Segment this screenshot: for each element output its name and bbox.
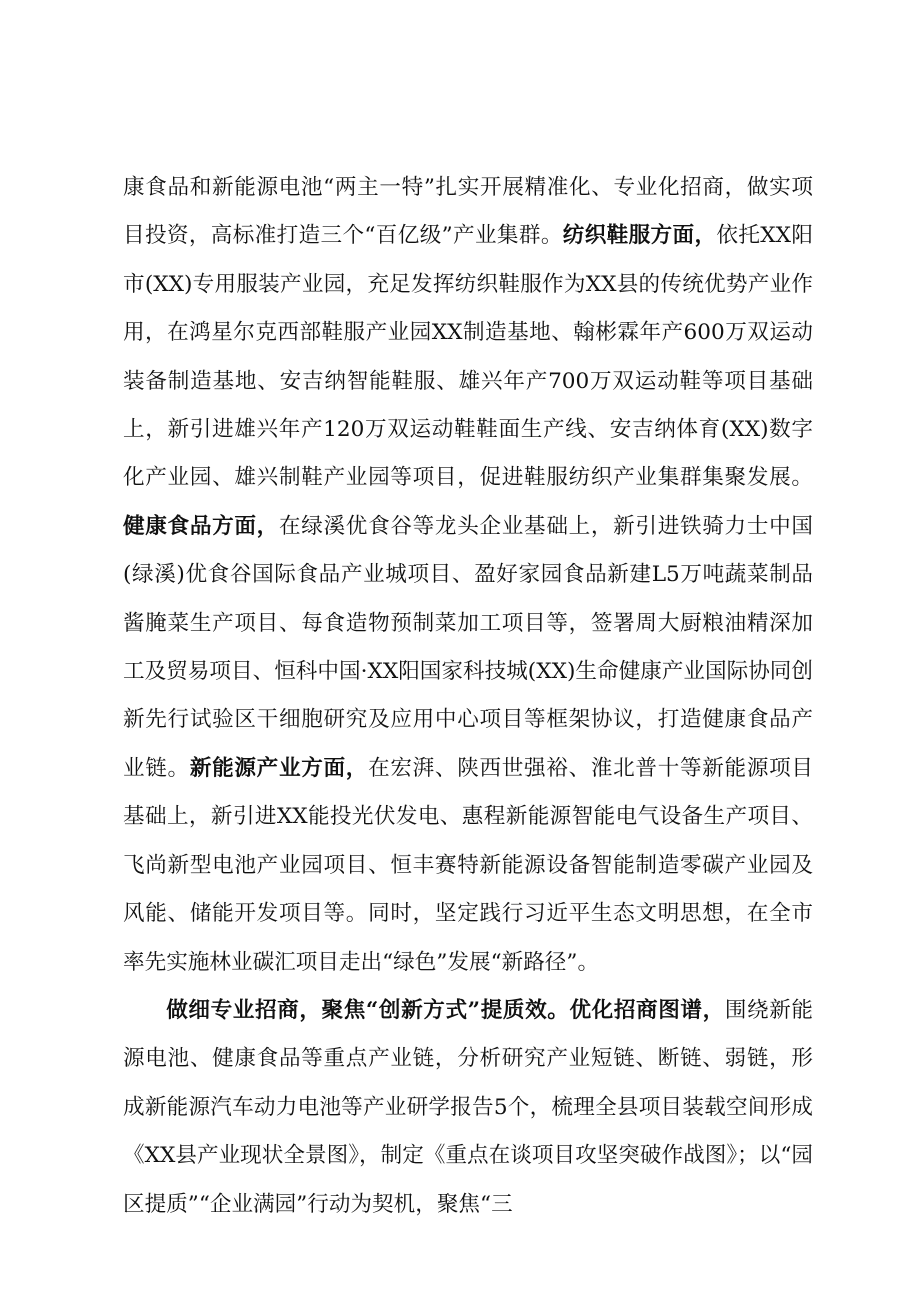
food-section-heading: 健康食品方面， [123,513,279,539]
investment-section-heading: 做细专业招商，聚焦“创新方式”提质效。 [166,997,570,1023]
investment-section-text: 围绕新能源电池、健康食品等重点产业链，分析研究产业短链、断链、弱链，形成新能源汽车动力电池等产业研学报告5个，梳理全县项目装载空间形成《XX县产业现状全景图》，制定《重点在谈项目攻坚突破作战图》；以“园区提质”“企业满园”行动为契机，聚焦“三 [123,997,813,1217]
energy-section-text: 在宏湃、陕西世强裕、淮北普十等新能源项目基础上，新引进XX能投光伏发电、惠程新能源智能电气设备生产项目、飞尚新型电池产业园项目、恒丰赛特新能源设备智能制造零碳产业园及风能、储能开发项目等。同时，坚定践行习近平生态文明思想，在全市率先实施林业碳汇项目走出“绿色”发展“新路径”。 [123,755,813,975]
textile-section-heading: 纺织鞋服方面， [562,223,717,249]
paragraph-intro-text: 康食品和新能源电池“两主一特”扎实开展精准化、专业化招商，做实项目投资，高标准打造三个“百亿级”产业集群。 [123,175,813,249]
textile-section-text: 依托XX阳市(XX)专用服装产业园，充足发挥纺织鞋服作为XX县的传统优势产业作用，在鸿星尔克西部鞋服产业园XX制造基地、翰彬霖年产600万双运动装备制造基地、安吉纳智能鞋服、雄兴年产700万双运动鞋等项目基础上，新引进雄兴年产120万双运动鞋鞋面生产线、安吉纳体育(XX)数字化产业园、雄兴制鞋产业园等项目，促进鞋服纺织产业集群集聚发展。 [123,223,813,491]
paragraph-professional-investment [123,987,813,1229]
document-page [123,164,813,1229]
investment-subheading: 优化招商图谱， [569,997,725,1023]
paragraph-industry-clusters [123,164,813,987]
energy-section-heading: 新能源产业方面， [189,755,369,781]
food-section-text: 在绿溪优食谷等龙头企业基础上，新引进铁骑力士中国(绿溪)优食谷国际食品产业城项目、盈好家园食品新建L5万吨蔬菜制品酱腌菜生产项目、每食造物预制菜加工项目等，签署周大厨粮油精深加工及贸易项目、恒科中国·XX阳国家科技城(XX)生命健康产业国际协同创新先行试验区干细胞研究及应用中心项目等框架协议，打造健康食品产业链。 [123,513,813,781]
